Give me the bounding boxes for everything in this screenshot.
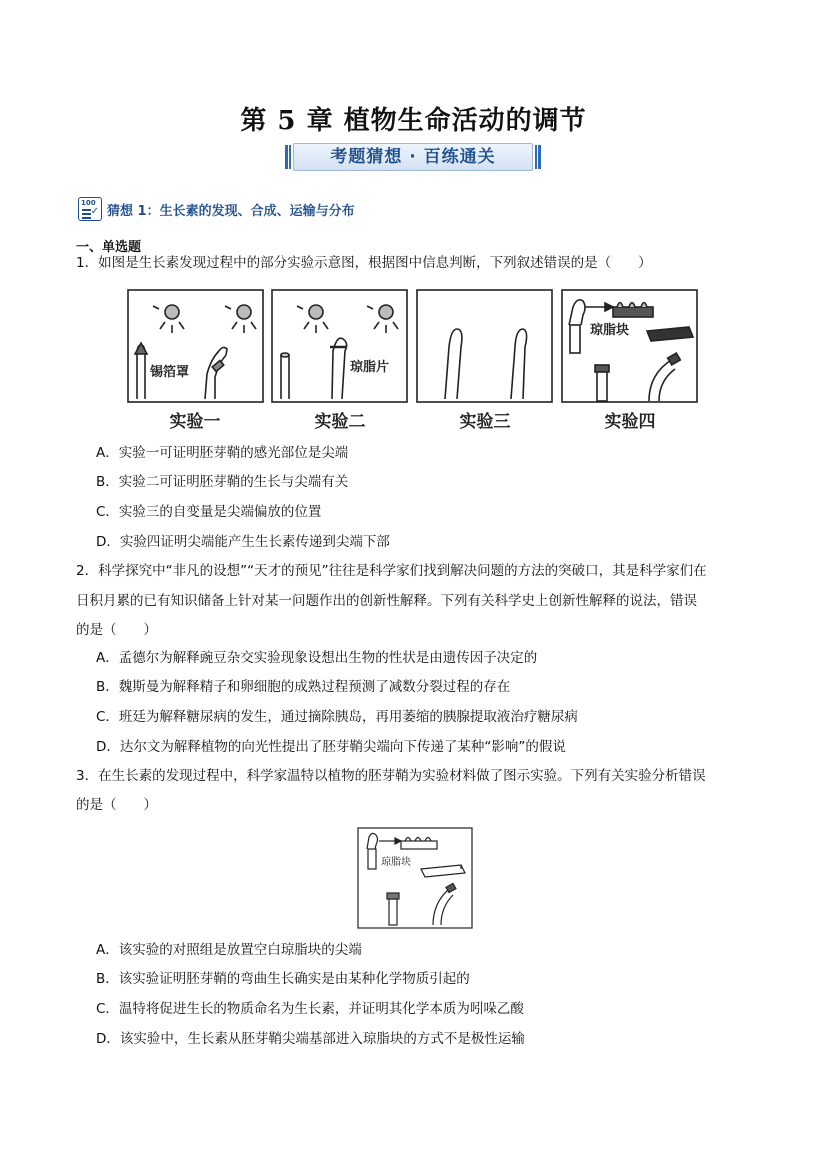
q3-option-d: D．该实验中，生长素从胚芽鞘尖端基部进入琼脂块的方式不是极性运输 bbox=[96, 1031, 525, 1047]
experiment-figure-1 bbox=[127, 289, 699, 433]
q1-option-d: D．实验四证明尖端能产生生长素传递到尖端下部 bbox=[96, 534, 390, 550]
q1-option-c: C．实验三的自变量是尖端偏放的位置 bbox=[96, 504, 322, 520]
score-sheet-icon: 100 ✓ bbox=[78, 197, 102, 221]
guess-label: 猜想 1：生长素的发现、合成、运输与分布 bbox=[107, 203, 355, 219]
q1-option-b: B．实验二可证明胚芽鞘的生长与尖端有关 bbox=[96, 474, 349, 490]
q2-option-c: C．班廷为解释糖尿病的发生，通过摘除胰岛，再用萎缩的胰腺提取液治疗糖尿病 bbox=[96, 709, 578, 725]
section-banner bbox=[285, 143, 541, 171]
question-3-stem-line2: 的是（ ） bbox=[76, 797, 157, 813]
label-experiment-1: 实验一 bbox=[169, 412, 221, 432]
q3-option-c: C．温特将促进生长的物质命名为生长素，并证明其化学本质为吲哚乙酸 bbox=[96, 1001, 524, 1017]
section-title: 一、单选题 bbox=[76, 240, 142, 255]
q2-option-b: B．魏斯曼为解释精子和卵细胞的成熟过程预测了减数分裂过程的存在 bbox=[96, 679, 511, 695]
q3-option-b: B．该实验证明胚芽鞘的弯曲生长确实是由某种化学物质引起的 bbox=[96, 971, 470, 987]
svg-text:琼脂片: 琼脂片 bbox=[350, 360, 390, 375]
question-2-stem-line3: 的是（ ） bbox=[76, 622, 157, 638]
label-experiment-4: 实验四 bbox=[604, 412, 656, 432]
fig3-agar-label: 琼脂块 bbox=[381, 857, 411, 868]
label-experiment-3: 实验三 bbox=[459, 412, 511, 432]
question-2-stem-line2: 日积月累的已有知识储备上针对某一问题作出的创新性解释。下列有关科学史上创新性解释的说法，错误 bbox=[76, 593, 697, 609]
label-experiment-2: 实验二 bbox=[314, 412, 366, 432]
q2-option-a: A．孟德尔为解释豌豆杂交实验现象设想出生物的性状是由遗传因子决定的 bbox=[96, 650, 538, 666]
question-3-stem-line1: 3．在生长素的发现过程中，科学家温特以植物的胚芽鞘为实验材料做了图示实验。下列有关实验分析错误 bbox=[76, 768, 706, 784]
chapter-title: 第 5 章 植物生命活动的调节 bbox=[240, 106, 587, 136]
svg-text:锡箔罩: 锡箔罩 bbox=[150, 365, 190, 380]
banner-text: 考题猜想 · 百练通关 bbox=[293, 143, 533, 171]
guess-heading bbox=[78, 196, 355, 222]
q3-option-a: A．该实验的对照组是放置空白琼脂块的尖端 bbox=[96, 942, 362, 958]
question-2-stem-line1: 2．科学探究中“非凡的设想”“天才的预见”往往是科学家们找到解决问题的方法的突破口，其是科学家们在 bbox=[76, 563, 707, 579]
question-1-stem: 1．如图是生长素发现过程中的部分实验示意图，根据图中信息判断，下列叙述错误的是（ ） bbox=[76, 255, 652, 271]
experiment-figure-3 bbox=[357, 827, 473, 929]
q2-option-d: D．达尔文为解释植物的向光性提出了胚芽鞘尖端向下传递了某种“影响”的假说 bbox=[96, 739, 566, 755]
svg-text:琼脂块: 琼脂块 bbox=[590, 323, 630, 338]
q1-option-a: A．实验一可证明胚芽鞘的感光部位是尖端 bbox=[96, 445, 349, 461]
